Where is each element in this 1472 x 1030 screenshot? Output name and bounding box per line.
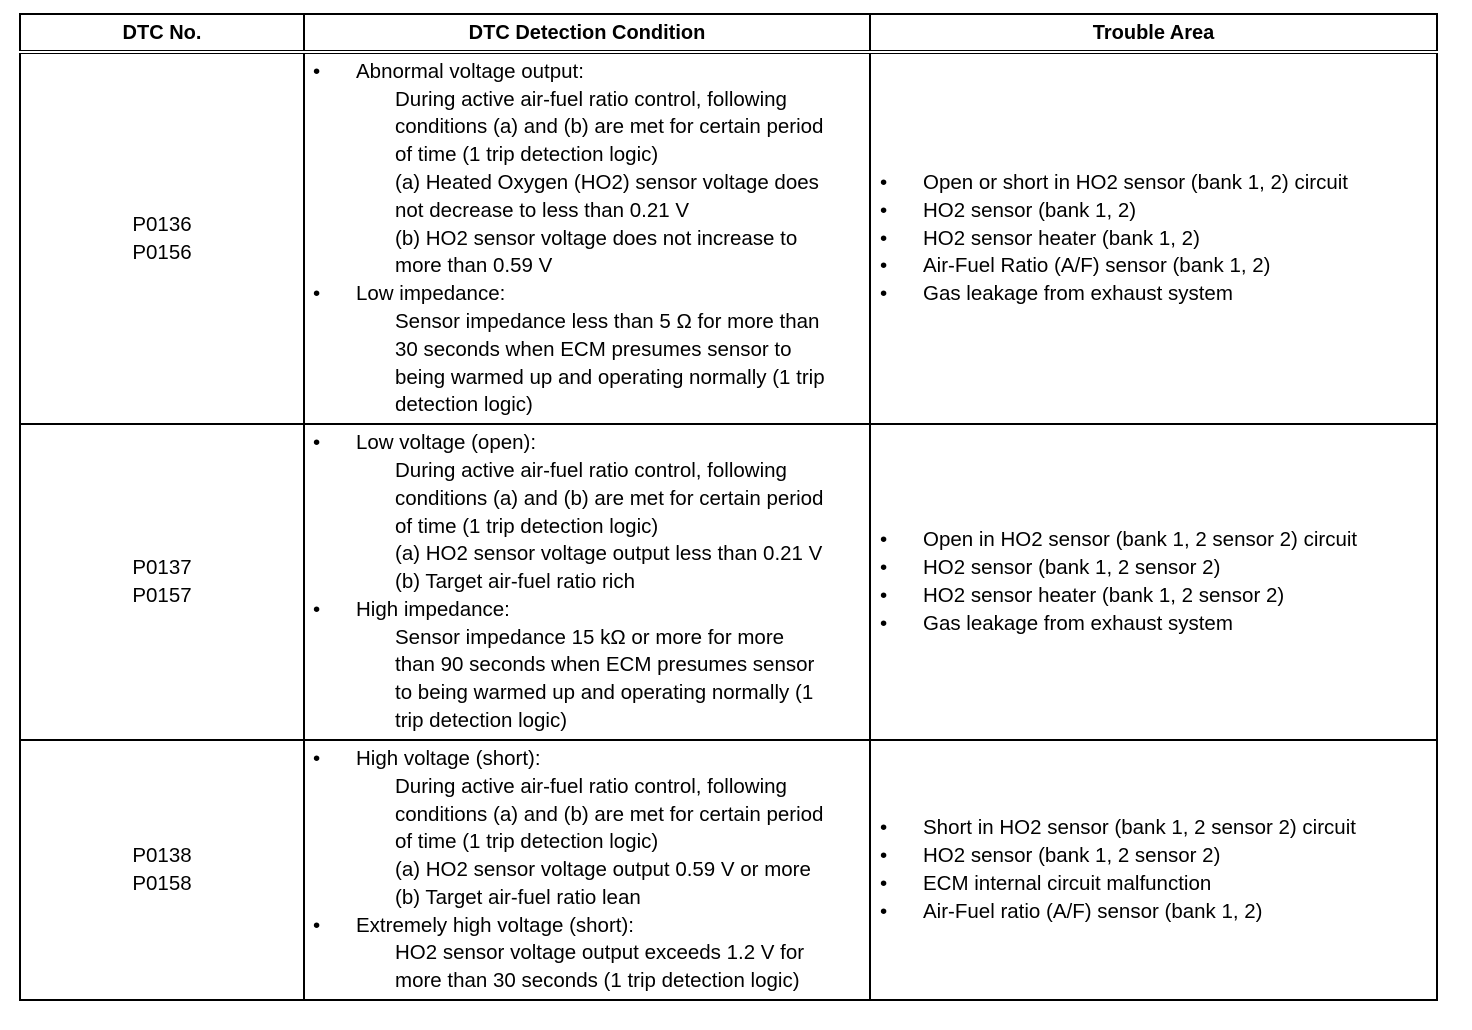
bullet-icon: •: [880, 282, 888, 306]
trouble-area-item: [880, 610, 1436, 638]
condition-detail-line: During active air-fuel ratio control, following: [395, 774, 787, 798]
bullet-icon: •: [880, 254, 888, 278]
condition-title: [313, 280, 869, 308]
condition-detail-line: Sensor impedance 15 kΩ or more for more: [395, 625, 785, 649]
trouble-area-text: Short in HO2 sensor (bank 1, 2 sensor 2) circuit: [923, 816, 1356, 840]
trouble-area-text: HO2 sensor (bank 1, 2): [923, 198, 1137, 222]
condition-detail-line: During active air-fuel ratio control, following: [395, 87, 787, 111]
dtc-code-cell: [20, 52, 304, 424]
bullet-icon: •: [313, 282, 321, 306]
bullet-icon: •: [313, 59, 321, 83]
header-row: [20, 14, 1437, 52]
condition-detail-line: HO2 sensor voltage output exceeds 1.2 V for: [395, 941, 805, 965]
bullet-icon: •: [880, 872, 888, 895]
condition-detail-line: more than 30 seconds (1 trip detection logic): [395, 969, 800, 993]
trouble-area-item: [880, 197, 1436, 225]
trouble-area-item: [880, 582, 1436, 610]
condition-title-text: Low voltage (open):: [356, 431, 537, 455]
bullet-icon: •: [880, 226, 888, 250]
trouble-area-cell: [870, 52, 1437, 424]
condition-detail-line: During active air-fuel ratio control, following: [395, 458, 787, 482]
condition-title-text: High impedance:: [356, 597, 510, 621]
bullet-icon: •: [880, 198, 888, 222]
dtc-code: P0157: [132, 584, 192, 607]
condition-title-text: High voltage (short):: [356, 746, 541, 770]
table-row: [20, 740, 1437, 1000]
trouble-area-text: ECM internal circuit malfunction: [923, 872, 1212, 895]
bullet-icon: •: [880, 528, 888, 552]
condition-title: [313, 429, 869, 457]
bullet-icon: •: [880, 556, 888, 580]
bullet-icon: •: [880, 611, 888, 635]
condition-detail-line: 30 seconds when ECM presumes sensor to: [395, 337, 792, 361]
bullet-icon: •: [880, 844, 888, 868]
condition-detail-line: of time (1 trip detection logic): [395, 514, 659, 538]
condition-detail-line: not decrease to less than 0.21 V: [395, 198, 690, 222]
header-dtc-no: DTC No.: [20, 14, 304, 52]
trouble-area-item: [880, 225, 1436, 253]
trouble-area-text: HO2 sensor heater (bank 1, 2 sensor 2): [923, 584, 1285, 607]
trouble-area-item: [880, 842, 1436, 870]
condition-detail-line: Sensor impedance less than 5 Ω for more than: [395, 309, 820, 333]
dtc-code: P0158: [132, 872, 192, 895]
condition-detail-line: (b) Target air-fuel ratio lean: [395, 885, 641, 909]
condition-detail-line: more than 0.59 V: [395, 254, 553, 278]
condition-detail-line: (b) Target air-fuel ratio rich: [395, 570, 636, 594]
dtc-code: P0136: [132, 212, 192, 236]
trouble-area-item: [880, 169, 1436, 197]
condition-detail-line: trip detection logic): [395, 709, 568, 733]
bullet-icon: •: [880, 171, 888, 194]
condition-detail-line: of time (1 trip detection logic): [395, 143, 659, 167]
dtc-code-cell: [20, 424, 304, 740]
condition-title: [313, 745, 869, 773]
trouble-area-cell: [870, 740, 1437, 1000]
trouble-area-item: [880, 280, 1436, 308]
trouble-area-text: HO2 sensor heater (bank 1, 2): [923, 226, 1200, 250]
detection-condition-cell: [304, 740, 870, 1000]
detection-condition-cell: [304, 52, 870, 424]
condition-title: [313, 596, 869, 624]
condition-detail-line: (a) HO2 sensor voltage output 0.59 V or more: [395, 858, 811, 882]
condition-detail-line: (b) HO2 sensor voltage does not increase to: [395, 226, 798, 250]
trouble-area-text: HO2 sensor (bank 1, 2 sensor 2): [923, 556, 1221, 580]
condition-title-text: Abnormal voltage output:: [356, 59, 584, 83]
table-row: [20, 52, 1437, 424]
condition-detail-line: conditions (a) and (b) are met for certain period: [395, 115, 824, 139]
bullet-icon: •: [313, 431, 321, 455]
dtc-code-cell: [20, 740, 304, 1000]
trouble-area-text: Gas leakage from exhaust system: [923, 282, 1233, 306]
condition-title-text: Low impedance:: [356, 282, 506, 306]
header-trouble-area: Trouble Area: [870, 14, 1437, 52]
trouble-area-text: Air-Fuel Ratio (A/F) sensor (bank 1, 2): [923, 254, 1271, 278]
condition-detail-line: conditions (a) and (b) are met for certain period: [395, 802, 824, 826]
condition-title: [313, 912, 869, 940]
header-detection-condition: DTC Detection Condition: [304, 14, 870, 52]
condition-detail-line: (a) Heated Oxygen (HO2) sensor voltage does: [395, 171, 819, 194]
condition-detail-line: than 90 seconds when ECM presumes sensor: [395, 653, 815, 677]
condition-detail-line: of time (1 trip detection logic): [395, 830, 659, 854]
table-body: [20, 52, 1437, 1000]
bullet-icon: •: [313, 746, 321, 770]
trouble-area-item: [880, 526, 1436, 554]
trouble-area-text: Open or short in HO2 sensor (bank 1, 2) circuit: [923, 171, 1348, 194]
trouble-area-text: HO2 sensor (bank 1, 2 sensor 2): [923, 844, 1221, 868]
trouble-area-item: [880, 898, 1436, 926]
bullet-icon: •: [880, 816, 888, 840]
condition-detail-line: to being warmed up and operating normally (1: [395, 681, 814, 705]
trouble-area-item: [880, 252, 1436, 280]
dtc-code: P0137: [132, 556, 192, 579]
trouble-area-item: [880, 554, 1436, 582]
condition-title: [313, 58, 869, 86]
bullet-icon: •: [880, 899, 888, 923]
trouble-area-text: Air-Fuel ratio (A/F) sensor (bank 1, 2): [923, 899, 1263, 923]
bullet-icon: •: [880, 584, 888, 607]
trouble-area-item: [880, 870, 1436, 898]
dtc-code: P0156: [132, 240, 192, 264]
trouble-area-cell: [870, 424, 1437, 740]
detection-condition-cell: [304, 424, 870, 740]
trouble-area-text: Open in HO2 sensor (bank 1, 2 sensor 2) circuit: [923, 528, 1358, 552]
condition-detail-line: detection logic): [395, 393, 533, 417]
condition-detail-line: conditions (a) and (b) are met for certain period: [395, 486, 824, 510]
dtc-table: [19, 13, 1438, 1001]
trouble-area-text: Gas leakage from exhaust system: [923, 611, 1233, 635]
dtc-code: P0138: [132, 844, 192, 867]
condition-title-text: Extremely high voltage (short):: [356, 913, 635, 937]
condition-detail-line: (a) HO2 sensor voltage output less than 0.21 V: [395, 542, 823, 566]
trouble-area-item: [880, 814, 1436, 842]
bullet-icon: •: [313, 913, 321, 937]
table-row: [20, 424, 1437, 740]
condition-detail-line: being warmed up and operating normally (1 trip: [395, 365, 825, 389]
table-header: [20, 14, 1437, 52]
bullet-icon: •: [313, 597, 321, 621]
